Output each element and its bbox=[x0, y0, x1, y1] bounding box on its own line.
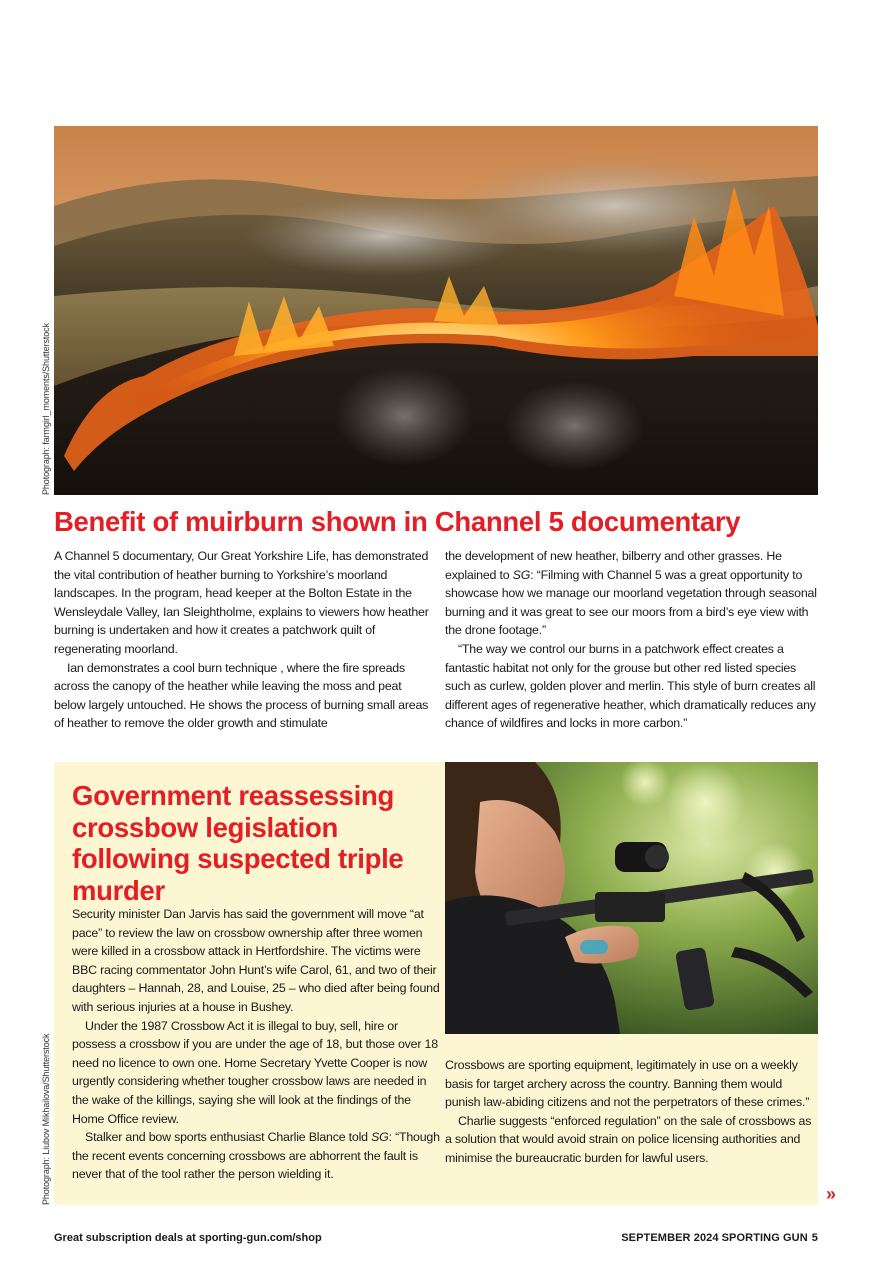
magazine-name: SPORTING GUN bbox=[721, 1232, 808, 1244]
article-column-1 bbox=[54, 547, 432, 733]
moorland-fire-illustration bbox=[54, 126, 818, 495]
continue-arrow-icon: » bbox=[826, 1184, 837, 1204]
article-headline: Benefit of muirburn shown in Channel 5 documentary bbox=[54, 506, 741, 537]
article-column-1 bbox=[72, 905, 444, 1184]
paragraph: Crossbows are sporting equipment, legitimately in use on a weekly basis for target archery across the country. Banning them would punish law-abiding citizens and not the perpetrators of these crimes.” bbox=[445, 1058, 810, 1110]
photo-credit: Photograph: farmgirl_moments/Shutterstock bbox=[41, 323, 51, 495]
paragraph: Security minister Dan Jarvis has said the government will move “at pace” to review the law on crossbow ownership after three women were killed in a crossbow attack in Hertfordshire. The victims were BBC racing commentator John Hunt’s wife Carol, 61, and two of their daughters – Hannah, 28, and Louise, 25 – who died after being found with serious injuries at a house in Bushey. bbox=[72, 907, 440, 1014]
paragraph: the development of new heather, bilberry and other grasses. He explained to SG: “Filming with Channel 5 was a great opportunity to showcase how we manage our moorland vegetation through seasonal burning and it was great to see our moors from a bird’s eye view with the drone footage.” bbox=[445, 549, 817, 638]
article-column-2 bbox=[445, 547, 821, 733]
crossbow-illustration bbox=[445, 762, 818, 1034]
issue-date: SEPTEMBER 2024 bbox=[621, 1232, 719, 1244]
paragraph: A Channel 5 documentary, Our Great Yorkshire Life, has demonstrated the vital contribution of heather burning to Yorkshire’s moorland landscapes. In the program, head keeper at the Bolton Estate in the Wensleydale Valley, Ian Sleightholme, explains to viewers how heather burning is undertaken and how it creates a patchwork quilt of regenerating moorland. bbox=[54, 549, 429, 656]
article-column-2 bbox=[445, 1056, 820, 1168]
page-number: 5 bbox=[811, 1232, 818, 1244]
paragraph: Under the 1987 Crossbow Act it is illegal to buy, sell, hire or possess a crossbow if you are under the age of 18, but those over 18 need no licence to own one. Home Secretary Yvette Cooper is now urgently considering whether tougher crossbow laws are needed in the wake of the killings, saying she will look at the findings of the Home Office review. bbox=[72, 1018, 438, 1126]
moorland-fire-photo bbox=[54, 126, 818, 495]
footer-subscription-link[interactable]: Great subscription deals at sporting-gun.com/shop bbox=[54, 1232, 322, 1244]
crossbow-photo bbox=[445, 762, 818, 1034]
article-headline: Government reassessing crossbow legislation following suspected triple murder bbox=[72, 780, 404, 906]
photo-credit: Photograph: Liubov Mikhailova/Shutterstock bbox=[41, 1033, 51, 1205]
footer-folio bbox=[621, 1232, 818, 1244]
paragraph: Ian demonstrates a cool burn technique , where the fire spreads across the canopy of the heather while leaving the moss and peat below largely untouched. He shows the process of burning small areas of heather to remove the older growth and stimulate bbox=[54, 660, 429, 731]
paragraph: Charlie suggests “enforced regulation” on the sale of crossbows as a solution that would avoid strain on police licensing authorities and minimise the bureaucratic burden for lawful users. bbox=[445, 1113, 812, 1165]
paragraph: Stalker and bow sports enthusiast Charlie Blance told SG: “Though the recent events concerning crossbows are abhorrent the fault is never that of the tool rather the person wielding it. bbox=[72, 1130, 440, 1182]
paragraph: “The way we control our burns in a patchwork effect creates a fantastic habitat not only for the grouse but other red listed species such as curlew, golden plover and merlin. This style of burn creates all different ages of regenerative heather, which dramatically reduces any chance of wildfires and locks in more carbon.” bbox=[445, 641, 816, 731]
